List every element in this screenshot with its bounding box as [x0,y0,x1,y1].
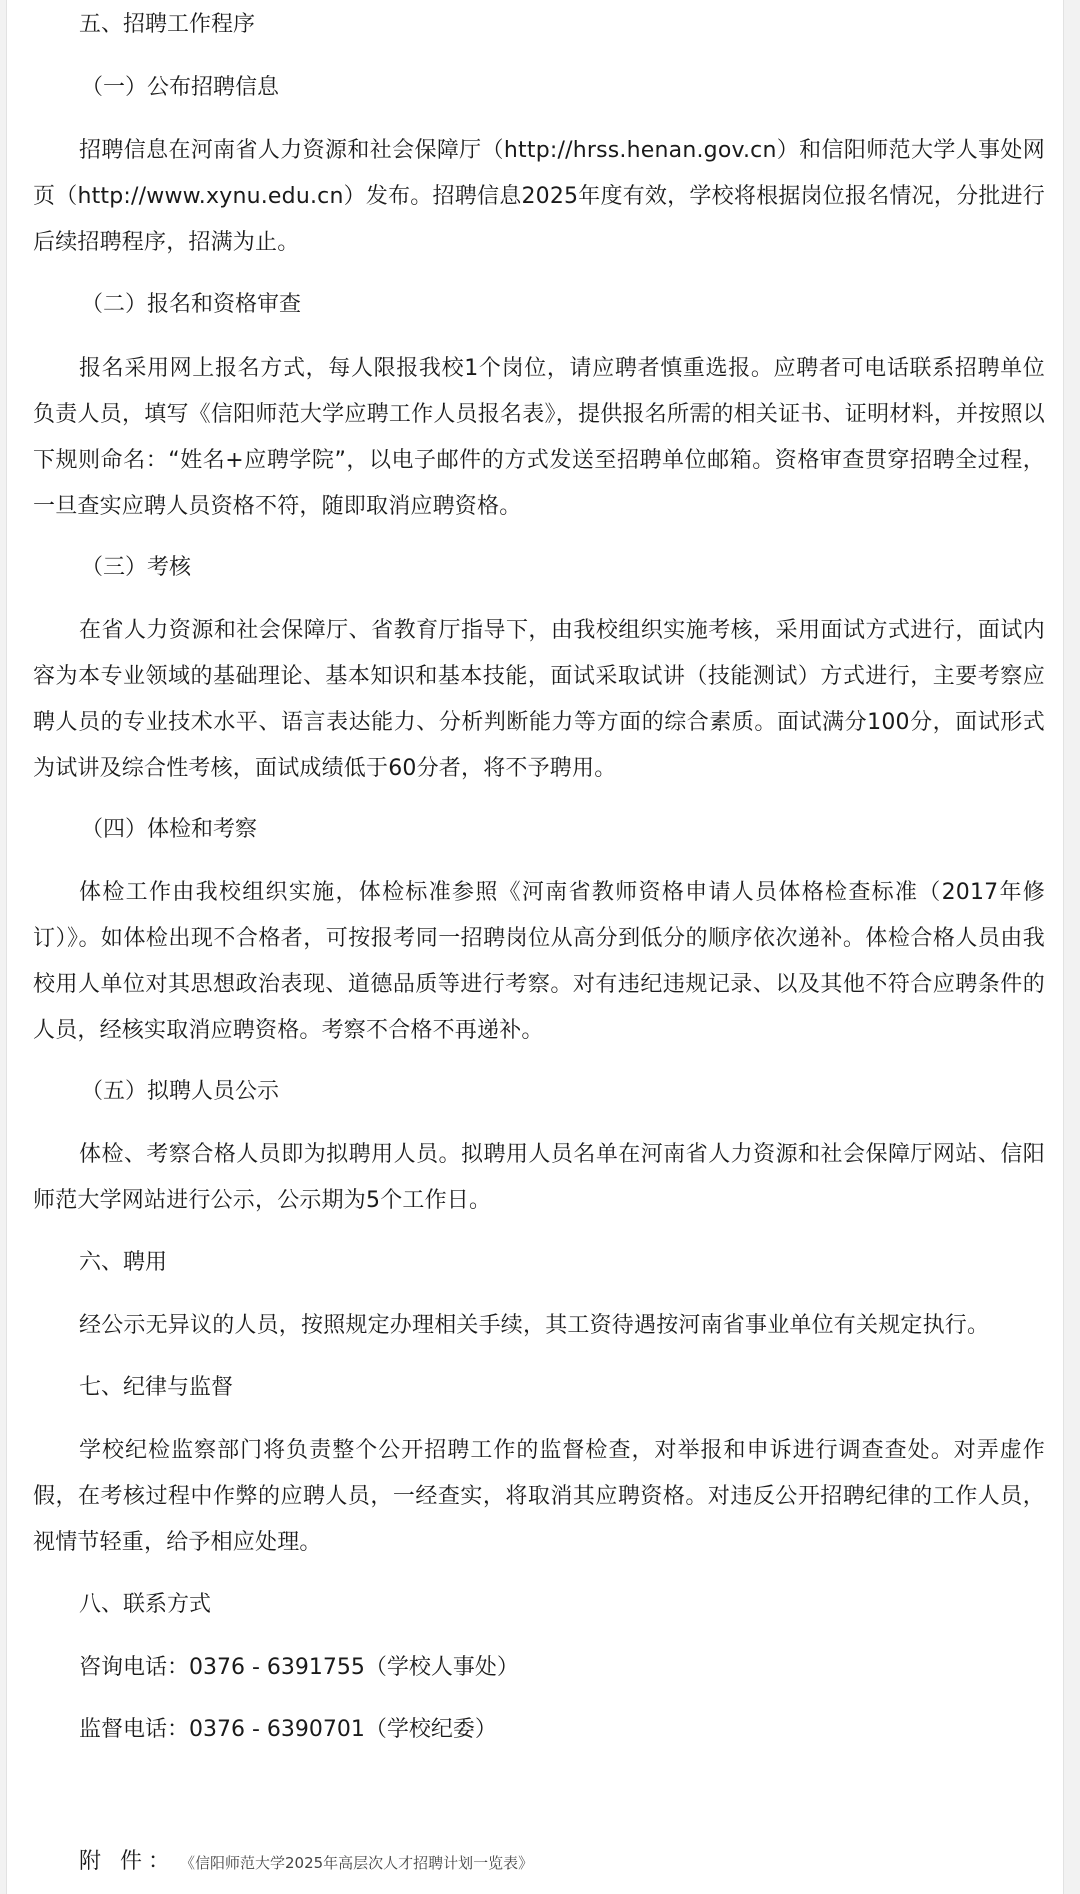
subheading-medical-check: （四）体检和考察 [81,817,258,842]
subheading-publish-info: （一）公布招聘信息 [81,75,280,100]
paragraph-publicity: 体检、考察合格人员即为拟聘用人员。拟聘用人员名单在河南省人力资源和社会保障厅网站、信阳师范大学网站进行公示，公示期为5个工作日。 [33,1142,1045,1213]
subheading-registration: （二）报名和资格审查 [81,292,302,317]
paragraph-discipline: 学校纪检监察部门将负责整个公开招聘工作的监督检查，对举报和申诉进行调查查处。对弄虚作假，在考核过程中作弊的应聘人员，一经查实，将取消其应聘资格。对违反公开招聘纪律的工作人员，视情节轻重，给予相应处理。 [33,1438,1045,1555]
section-heading-contact: 八、联系方式 [79,1592,212,1617]
subheading-publicity: （五）拟聘人员公示 [81,1079,280,1104]
section-heading-employment: 六、聘用 [79,1250,168,1275]
attachment-label: 附 件： [79,1849,176,1874]
paragraph-assessment: 在省人力资源和社会保障厅、省教育厅指导下，由我校组织实施考核，采用面试方式进行，面试内容为本专业领域的基础理论、基本知识和基本技能，面试采取试讲（技能测试）方式进行，主要考察应聘人员的专业技术水平、语言表达能力、分析判断能力等方面的综合素质。面试满分100分，面试形式为试讲及综合性考核，面试成绩低于60分者，将不予聘用。 [33,618,1045,781]
paragraph-medical-check: 体检工作由我校组织实施，体检标准参照《河南省教师资格申请人员体格检查标准（2017年修订）》。如体检出现不合格者，可按报考同一招聘岗位从高分到低分的顺序依次递补。体检合格人员由我校用人单位对其思想政治表现、道德品质等进行考察。对有违纪违规记录、以及其他不符合应聘条件的人员，经核实取消应聘资格。考察不合格不再递补。 [33,880,1045,1043]
paragraph-registration: 报名采用网上报名方式，每人限报我校1个岗位，请应聘者慎重选报。应聘者可电话联系招聘单位负责人员，填写《信阳师范大学应聘工作人员报名表》，提供报名所需的相关证书、证明材料，并按照以下规则命名：“姓名+应聘学院”，以电子邮件的方式发送至招聘单位邮箱。资格审查贯穿招聘全过程，一旦查实应聘人员资格不符，随即取消应聘资格。 [33,356,1045,519]
paragraph-publish-info: 招聘信息在河南省人力资源和社会保障厅（http://hrss.henan.gov.cn）和信阳师范大学人事处网页（http://www.xynu.edu.cn）发布。招聘信息2025年度有效，学校将根据岗位报名情况，分批进行后续招聘程序，招满为止。 [33,138,1045,255]
section-heading-discipline: 七、纪律与监督 [79,1375,234,1400]
attachment-line [79,1844,533,1875]
subheading-assessment: （三）考核 [81,555,192,580]
section-heading-procedure: 五、招聘工作程序 [79,12,256,37]
supervise-phone: 监督电话：0376 - 6390701（学校纪委） [79,1717,497,1742]
paragraph-employment: 经公示无异议的人员，按照规定办理相关手续，其工资待遇按河南省事业单位有关规定执行。 [79,1313,990,1338]
attachment-link[interactable]: 《信阳师范大学2025年高层次人才招聘计划一览表》 [180,1854,534,1872]
consult-phone: 咨询电话：0376 - 6391755（学校人事处） [79,1655,519,1680]
document-page [6,0,1064,1894]
